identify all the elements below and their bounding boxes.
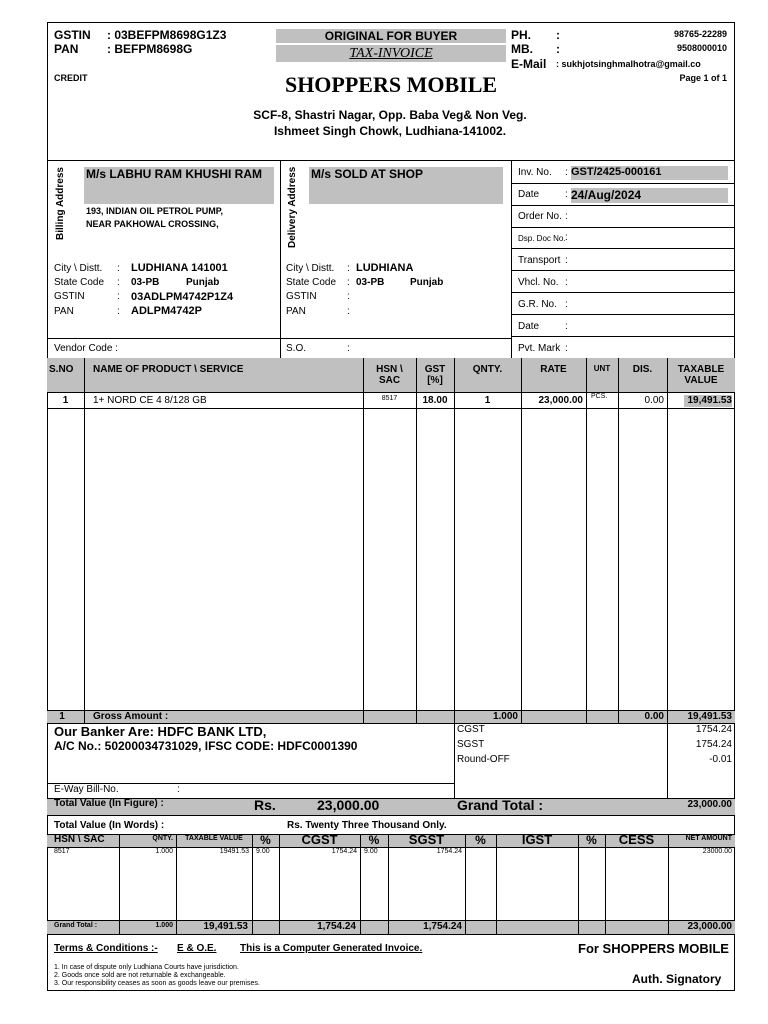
item-rate: 23,000.00 bbox=[538, 395, 583, 406]
col-header-qnty: QNTY. bbox=[472, 364, 503, 375]
hsn-row-taxable: 19491.53 bbox=[219, 848, 249, 855]
company-address-line1: SCF-8, Shastri Nagar, Opp. Baba Veg& Non Veg. bbox=[253, 108, 527, 122]
billing-address-side-label: Billing Address bbox=[55, 167, 66, 240]
billing-address-line1: 193, INDIAN OIL PETROL PUMP, bbox=[86, 206, 224, 216]
hsn-col-net: NET AMOUNT bbox=[685, 835, 732, 842]
hsn-col-sgst: SGST bbox=[408, 832, 445, 847]
billing-pan-label: PAN bbox=[54, 306, 74, 317]
hsn-col-pct4: % bbox=[586, 833, 597, 847]
billing-state-name: Punjab bbox=[186, 277, 220, 288]
hsn-total-taxable: 19,491.53 bbox=[203, 921, 248, 932]
rs-label: Rs. bbox=[254, 797, 276, 813]
eway-bill-colon: : bbox=[177, 784, 180, 795]
seller-pan-label: PAN bbox=[54, 42, 79, 56]
invoice-date-label: Date bbox=[518, 189, 540, 200]
col-header-taxable: TAXABLE VALUE bbox=[677, 364, 725, 386]
phone-value: 98765-22289 bbox=[673, 29, 727, 39]
delivery-state-label: State Code bbox=[286, 277, 337, 288]
item-discount: 0.00 bbox=[644, 395, 664, 406]
billing-city-label: City \ Distt. bbox=[54, 263, 103, 274]
phone-colon: : bbox=[556, 28, 560, 42]
billing-state-code: 03-PB bbox=[131, 277, 160, 288]
phone-label: PH. bbox=[511, 28, 532, 42]
so-label: S.O. bbox=[286, 343, 307, 354]
total-figure-value: 23,000.00 bbox=[317, 797, 380, 813]
hsn-col-taxable: TAXABLE VALUE bbox=[185, 835, 243, 842]
round-off-label: Round-OFF bbox=[457, 754, 510, 765]
email-label: E-Mail bbox=[511, 57, 547, 71]
computer-generated-note: This is a Computer Generated Invoice. bbox=[240, 943, 423, 954]
delivery-info-divider bbox=[511, 160, 512, 358]
hsn-row-code: 8517 bbox=[54, 848, 70, 855]
invoice-date-value: 24/Aug/2024 bbox=[571, 188, 728, 203]
item-sno: 1 bbox=[62, 395, 69, 406]
errors-omissions: E & O.E. bbox=[177, 943, 217, 954]
delivery-name: M/s SOLD AT SHOP bbox=[309, 167, 503, 204]
hsn-row-net: 23000.00 bbox=[702, 848, 732, 855]
company-address-line2: Ishmeet Singh Chowk, Ludhiana-141002. bbox=[273, 124, 507, 138]
col-header-unit: UNT bbox=[593, 364, 611, 373]
private-mark-label: Pvt. Mark bbox=[518, 343, 561, 354]
mobile-colon: : bbox=[556, 42, 560, 56]
mobile-label: MB. bbox=[511, 42, 533, 56]
delivery-state-name: Punjab bbox=[410, 277, 444, 288]
col-header-sno: S.NO bbox=[49, 364, 74, 375]
condition-1: 1. In case of dispute only Ludhiana Courts have jurisdiction. bbox=[54, 964, 239, 971]
transport-label: Transport bbox=[518, 255, 561, 266]
total-words-label: Total Value (In Words) : bbox=[54, 820, 165, 831]
col-header-hsn: HSN \ SAC bbox=[376, 364, 403, 386]
seller-gstin-value: : 03BEFPM8698G1Z3 bbox=[107, 28, 227, 42]
hsn-col-pct1: % bbox=[260, 833, 271, 847]
item-unit: PCS. bbox=[591, 393, 608, 400]
item-name: 1+ NORD CE 4 8/128 GB bbox=[93, 395, 207, 406]
tax-invoice-title bbox=[276, 45, 506, 62]
billing-state-label: State Code bbox=[54, 277, 105, 288]
invoice-number-label: Inv. No. bbox=[518, 167, 552, 178]
gross-amount-label: Gross Amount : bbox=[93, 711, 169, 722]
grand-total-value: 23,000.00 bbox=[687, 799, 732, 810]
hsn-row-pct2: 9.00 bbox=[364, 848, 378, 855]
billing-address-line2: NEAR PAKHOWAL CROSSING, bbox=[86, 219, 219, 229]
hsn-col-igst: IGST bbox=[521, 832, 553, 847]
item-taxable: 19,491.53 bbox=[684, 395, 732, 407]
vendor-divider bbox=[47, 338, 511, 339]
delivery-state-code: 03-PB bbox=[356, 277, 385, 288]
col-header-rate: RATE bbox=[540, 364, 567, 375]
hsn-col-pct3: % bbox=[475, 833, 486, 847]
credit-label: CREDIT bbox=[54, 73, 88, 83]
vendor-code-label: Vendor Code : bbox=[54, 343, 118, 354]
delivery-address-side-label: Delivery Address bbox=[287, 166, 298, 248]
gr-number-label: G.R. No. bbox=[518, 299, 557, 310]
invoice-number-value: GST/2425-000161 bbox=[571, 166, 728, 180]
page-number: Page 1 of 1 bbox=[679, 73, 727, 83]
gross-discount: 0.00 bbox=[644, 711, 664, 722]
order-number-label: Order No. bbox=[518, 211, 562, 222]
gr-date-label: Date bbox=[518, 321, 540, 332]
hsn-row-sgst: 1754.24 bbox=[436, 848, 462, 855]
delivery-city-value: LUDHIANA bbox=[356, 262, 414, 274]
hsn-row-pct1: 9.00 bbox=[256, 848, 270, 855]
round-off-value: -0.01 bbox=[709, 754, 732, 765]
bank-name: Our Banker Are: HDFC BANK LTD, bbox=[54, 724, 267, 739]
condition-2: 2. Goods once sold are not returnable & exchangeable. bbox=[54, 972, 226, 979]
terms-heading: Terms & Conditions :- bbox=[54, 943, 158, 954]
hsn-total-sgst: 1,754.24 bbox=[423, 921, 462, 932]
company-name: SHOPPERS MOBILE bbox=[284, 72, 498, 97]
vehicle-number-label: Vhcl. No. bbox=[518, 277, 559, 288]
billing-gstin-label: GSTIN bbox=[54, 291, 85, 302]
original-for-buyer: ORIGINAL FOR BUYER bbox=[276, 29, 506, 43]
hsn-col-pct2: % bbox=[368, 833, 380, 847]
hsn-total-qnty: 1.000 bbox=[155, 922, 173, 929]
hsn-row-cgst: 1754.24 bbox=[331, 848, 357, 855]
hsn-row-qnty: 1.000 bbox=[155, 848, 173, 855]
item-hsn: 8517 bbox=[381, 395, 398, 402]
for-company: For SHOPPERS MOBILE bbox=[578, 941, 729, 956]
billing-delivery-divider bbox=[280, 160, 281, 358]
item-qnty: 1 bbox=[484, 395, 491, 406]
col-header-discount: DIS. bbox=[632, 364, 653, 375]
total-words-value: Rs. Twenty Three Thousand Only. bbox=[287, 820, 447, 831]
hsn-col-cgst: CGST bbox=[301, 832, 338, 847]
gross-qnty: 1.000 bbox=[492, 711, 518, 722]
gross-taxable: 19,491.53 bbox=[687, 711, 732, 722]
hsn-total-cgst: 1,754.24 bbox=[317, 921, 356, 932]
total-figure-label: Total Value (In Figure) : bbox=[54, 798, 164, 809]
cgst-label: CGST bbox=[457, 724, 485, 735]
delivery-pan-label: PAN bbox=[286, 306, 306, 317]
email-value: : sukhjotsinghmalhotra@gmail.co bbox=[556, 59, 701, 69]
seller-pan-value: : BEFPM8698G bbox=[107, 42, 193, 56]
mobile-value: 9508000010 bbox=[676, 43, 727, 53]
grand-total-label: Grand Total : bbox=[457, 797, 544, 813]
hsn-col-qnty: QNTY. bbox=[152, 835, 173, 842]
hsn-col-cess: CESS bbox=[618, 832, 655, 847]
billing-name: M/s LABHU RAM KHUSHI RAM bbox=[84, 167, 274, 204]
eway-bill-label: E-Way Bill-No. bbox=[54, 784, 119, 795]
col-header-product: NAME OF PRODUCT \ SERVICE bbox=[93, 364, 244, 375]
hsn-total-label: Grand Total : bbox=[54, 922, 98, 929]
billing-pan-value: ADLPM4742P bbox=[131, 305, 202, 317]
cgst-value: 1754.24 bbox=[695, 724, 732, 735]
bank-account: A/C No.: 50200034731029, IFSC CODE: HDFC0001390 bbox=[54, 739, 358, 753]
col-header-gst: GST [%] bbox=[424, 364, 446, 386]
billing-gstin-value: 03ADLPM4742P1Z4 bbox=[131, 291, 234, 303]
header-divider bbox=[47, 160, 735, 161]
condition-3: 3. Our responsibility ceases as soon as goods leave our premises. bbox=[54, 980, 260, 987]
hsn-total-net: 23,000.00 bbox=[687, 921, 732, 932]
billing-city-value: LUDHIANA 141001 bbox=[131, 262, 228, 274]
dispatch-doc-label: Dsp. Doc No. bbox=[518, 234, 566, 243]
sgst-label: SGST bbox=[457, 739, 485, 750]
sgst-value: 1754.24 bbox=[695, 739, 732, 750]
gross-sno: 1 bbox=[59, 711, 65, 722]
delivery-gstin-label: GSTIN bbox=[286, 291, 317, 302]
authorised-signatory: Auth. Signatory bbox=[632, 972, 722, 986]
item-gst: 18.00 bbox=[422, 395, 448, 406]
tax-invoice-text: TAX-INVOICE bbox=[349, 46, 433, 61]
seller-gstin-label: GSTIN bbox=[54, 28, 91, 42]
delivery-city-label: City \ Distt. bbox=[286, 263, 335, 274]
hsn-col-hsn: HSN \ SAC bbox=[54, 834, 105, 845]
